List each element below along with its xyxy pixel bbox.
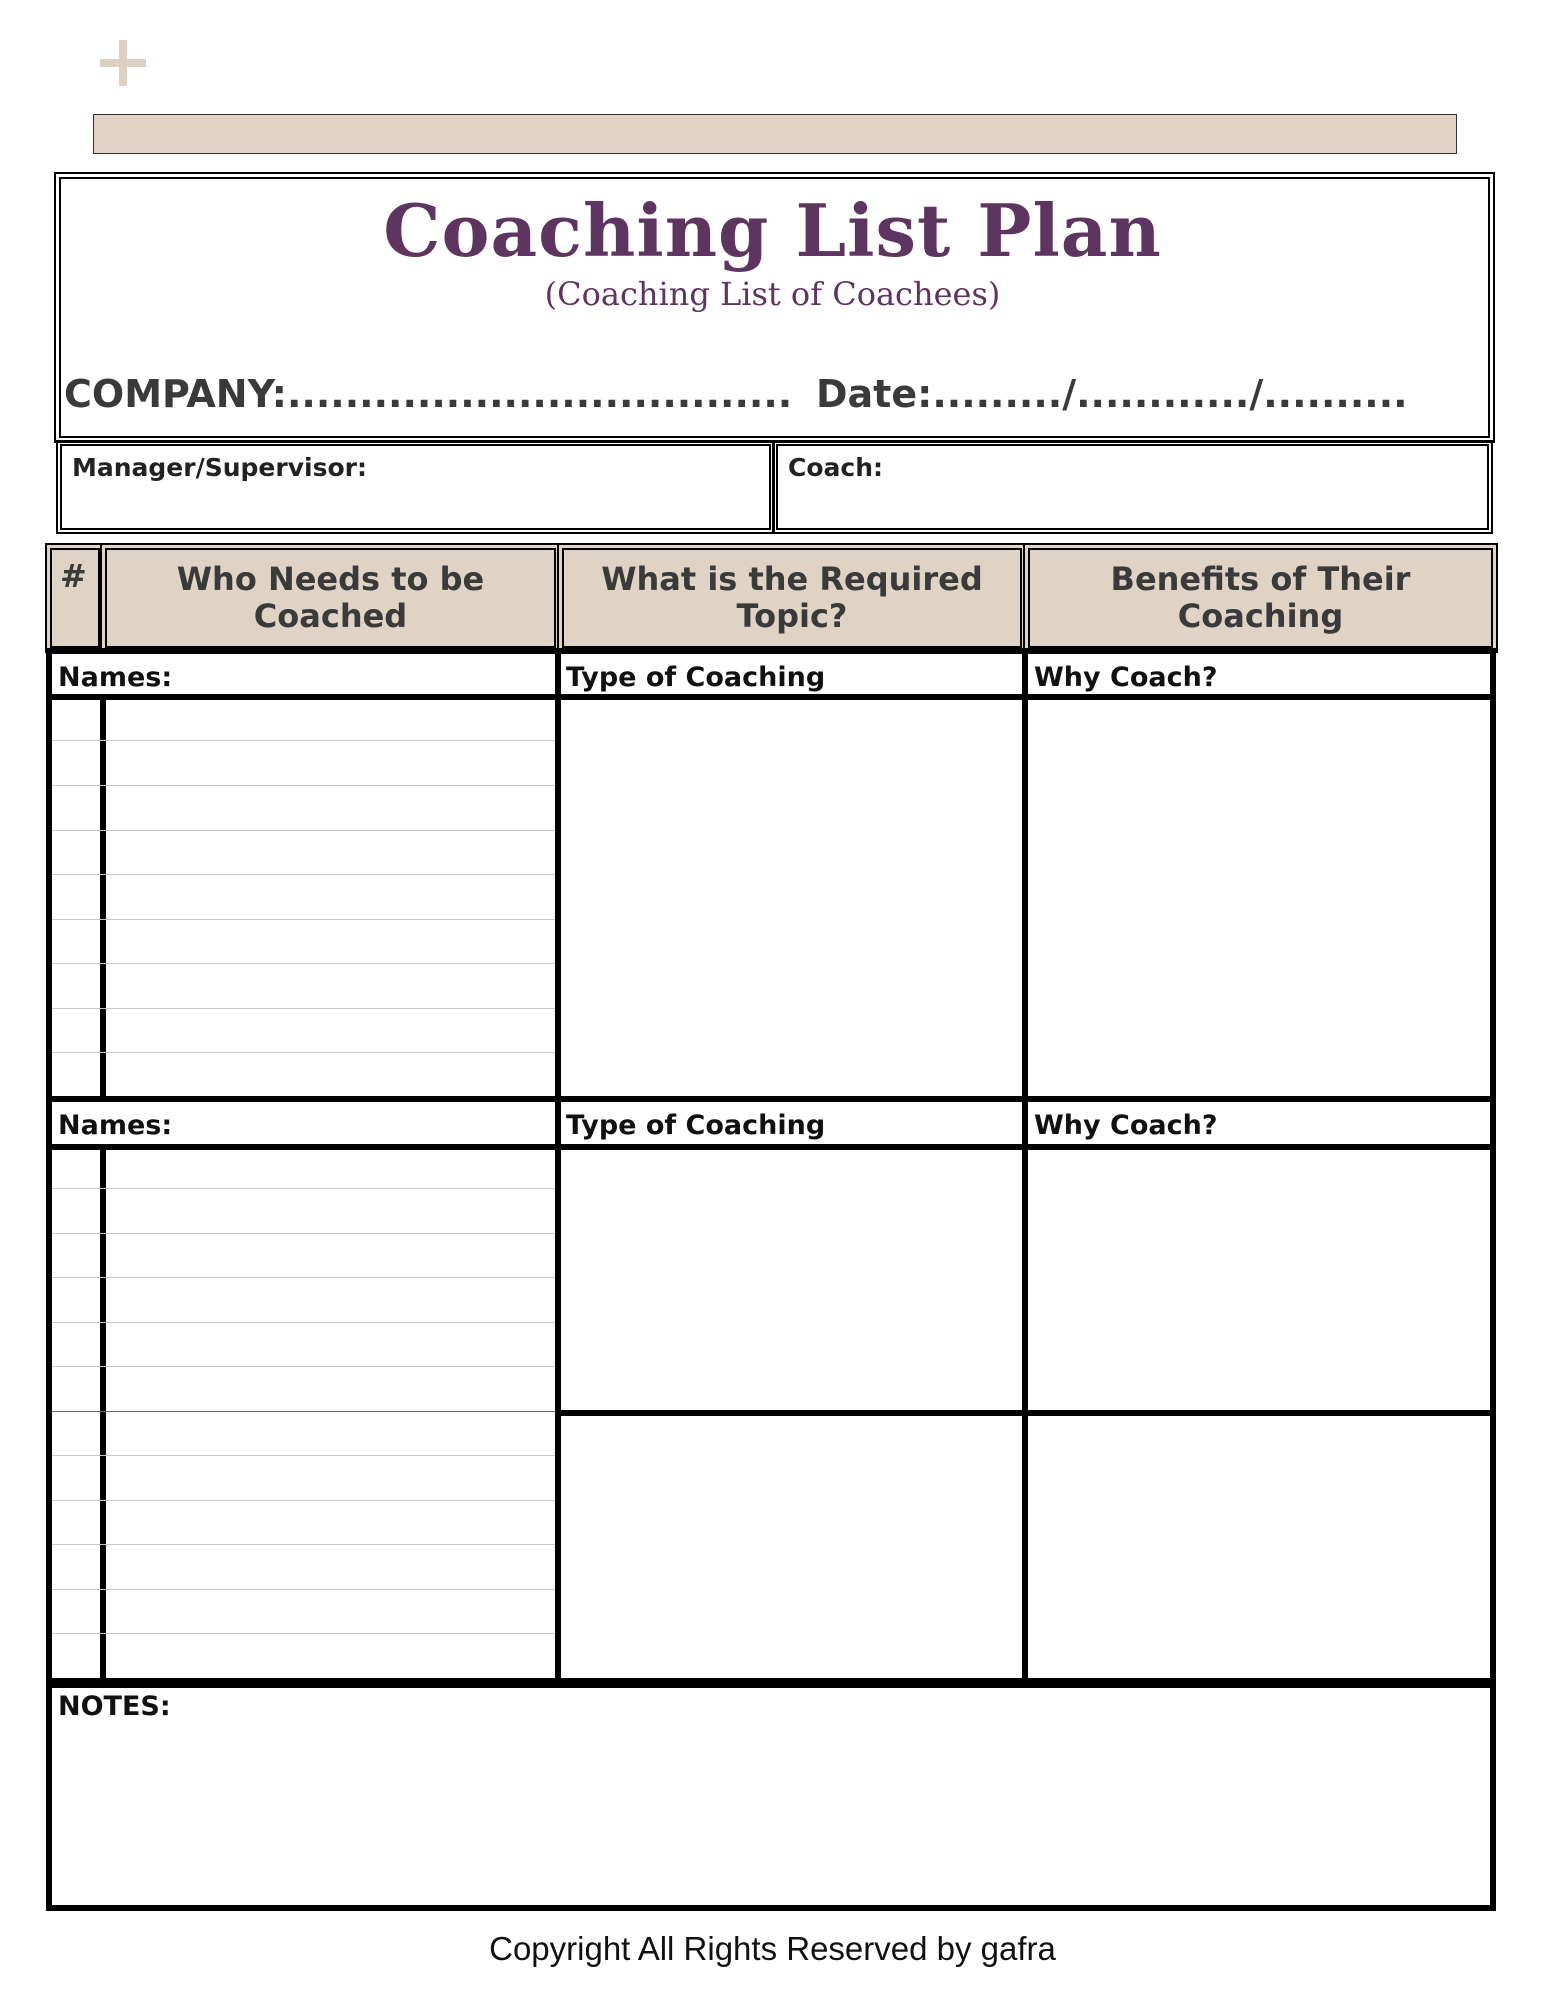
why-coach-label: Why Coach? [1034,1110,1218,1141]
row-line [52,1500,555,1501]
names-label: Names: [58,1110,173,1141]
notes-box[interactable] [46,1678,1496,1911]
row-line [52,1277,555,1278]
row-line [52,1233,555,1234]
column-header-topic: What is the Required Topic? [557,543,1027,653]
number-column-divider [100,1150,106,1678]
row-line [52,785,555,786]
type-of-coaching-label: Type of Coaching [566,1110,826,1141]
section-divider [46,1096,1496,1102]
column-divider [1022,648,1028,1684]
top-decorative-bar [93,114,1457,154]
page-subtitle: (Coaching List of Coachees) [544,275,1001,313]
row-line [52,1366,555,1367]
row-line [52,1633,555,1634]
row-line [52,1188,555,1189]
column-header-number: # [45,543,105,653]
manager-supervisor-label: Manager/Supervisor: [72,453,367,482]
row-line [52,1008,555,1009]
row-line [52,830,555,831]
row-line [52,1052,555,1053]
row-line [52,919,555,920]
company-field[interactable]: COMPANY:................................... [64,372,793,416]
row-line [52,740,555,741]
column-header-benefits: Benefits of Their Coaching [1023,543,1498,653]
coaching-table [46,648,1496,1688]
row-line [52,963,555,964]
section-divider [46,1144,1496,1150]
copyright-text: Copyright All Rights Reserved by gafra [489,1930,1056,1967]
plus-icon [100,40,146,86]
row-line [52,874,555,875]
row-line [52,1322,555,1323]
section-divider [46,694,1496,700]
notes-label: NOTES: [58,1691,171,1722]
why-coach-label: Why Coach? [1034,662,1218,693]
row-line [52,1411,555,1412]
row-line [52,1455,555,1456]
column-divider [555,648,561,1684]
row-line [52,1544,555,1545]
coach-label: Coach: [788,453,884,482]
row-line [52,1589,555,1590]
names-label: Names: [58,662,173,693]
column-header-who: Who Needs to be Coached [100,543,561,653]
page-title: Coaching List Plan [383,188,1162,273]
number-column-divider [100,700,106,1096]
date-field[interactable]: Date:........./............/.......... [816,372,1408,416]
type-of-coaching-label: Type of Coaching [566,662,826,693]
